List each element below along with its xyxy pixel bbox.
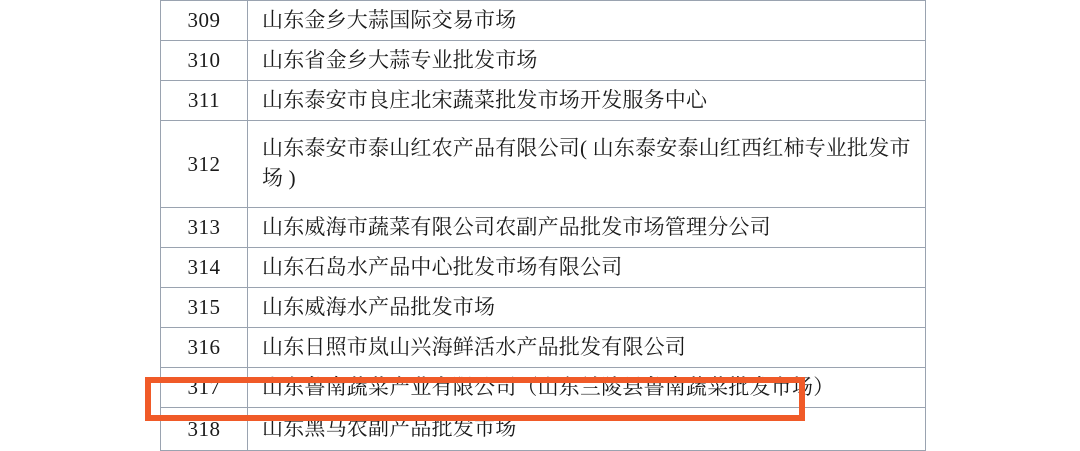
table-row <box>161 121 926 208</box>
row-name-cell: 山东石岛水产品中心批发市场有限公司 <box>248 248 926 288</box>
row-name-cell: 山东威海市蔬菜有限公司农副产品批发市场管理分公司 <box>248 208 926 248</box>
row-number-cell: 318 <box>161 408 248 451</box>
table-row <box>161 41 926 81</box>
table-row <box>161 328 926 368</box>
row-name-cell: 山东黑马农副产品批发市场 <box>248 408 926 451</box>
row-name-cell: 山东泰安市良庄北宋蔬菜批发市场开发服务中心 <box>248 81 926 121</box>
row-number-cell: 317 <box>161 368 248 408</box>
row-number-cell: 314 <box>161 248 248 288</box>
row-number-cell: 311 <box>161 81 248 121</box>
table-row <box>161 368 926 408</box>
row-name-cell: 山东鲁南蔬菜产业有限公司（山东兰陵县鲁南蔬菜批发市场） <box>248 368 926 408</box>
table-row-highlighted <box>161 408 926 451</box>
row-number-cell: 315 <box>161 288 248 328</box>
row-number-cell: 312 <box>161 121 248 208</box>
row-number-cell: 316 <box>161 328 248 368</box>
row-name-cell: 山东金乡大蒜国际交易市场 <box>248 1 926 41</box>
row-name-cell: 山东日照市岚山兴海鲜活水产品批发有限公司 <box>248 328 926 368</box>
table-row <box>161 1 926 41</box>
table-row <box>161 288 926 328</box>
table-row <box>161 248 926 288</box>
table-row <box>161 81 926 121</box>
row-number-cell: 310 <box>161 41 248 81</box>
table-body <box>161 1 926 451</box>
row-number-cell: 313 <box>161 208 248 248</box>
row-number-cell: 309 <box>161 1 248 41</box>
row-name-cell: 山东威海水产品批发市场 <box>248 288 926 328</box>
market-list-table <box>160 0 926 451</box>
table-row <box>161 208 926 248</box>
row-name-cell: 山东泰安市泰山红农产品有限公司( 山东泰安泰山红西红柿专业批发市场 ) <box>248 121 926 208</box>
row-name-cell: 山东省金乡大蒜专业批发市场 <box>248 41 926 81</box>
